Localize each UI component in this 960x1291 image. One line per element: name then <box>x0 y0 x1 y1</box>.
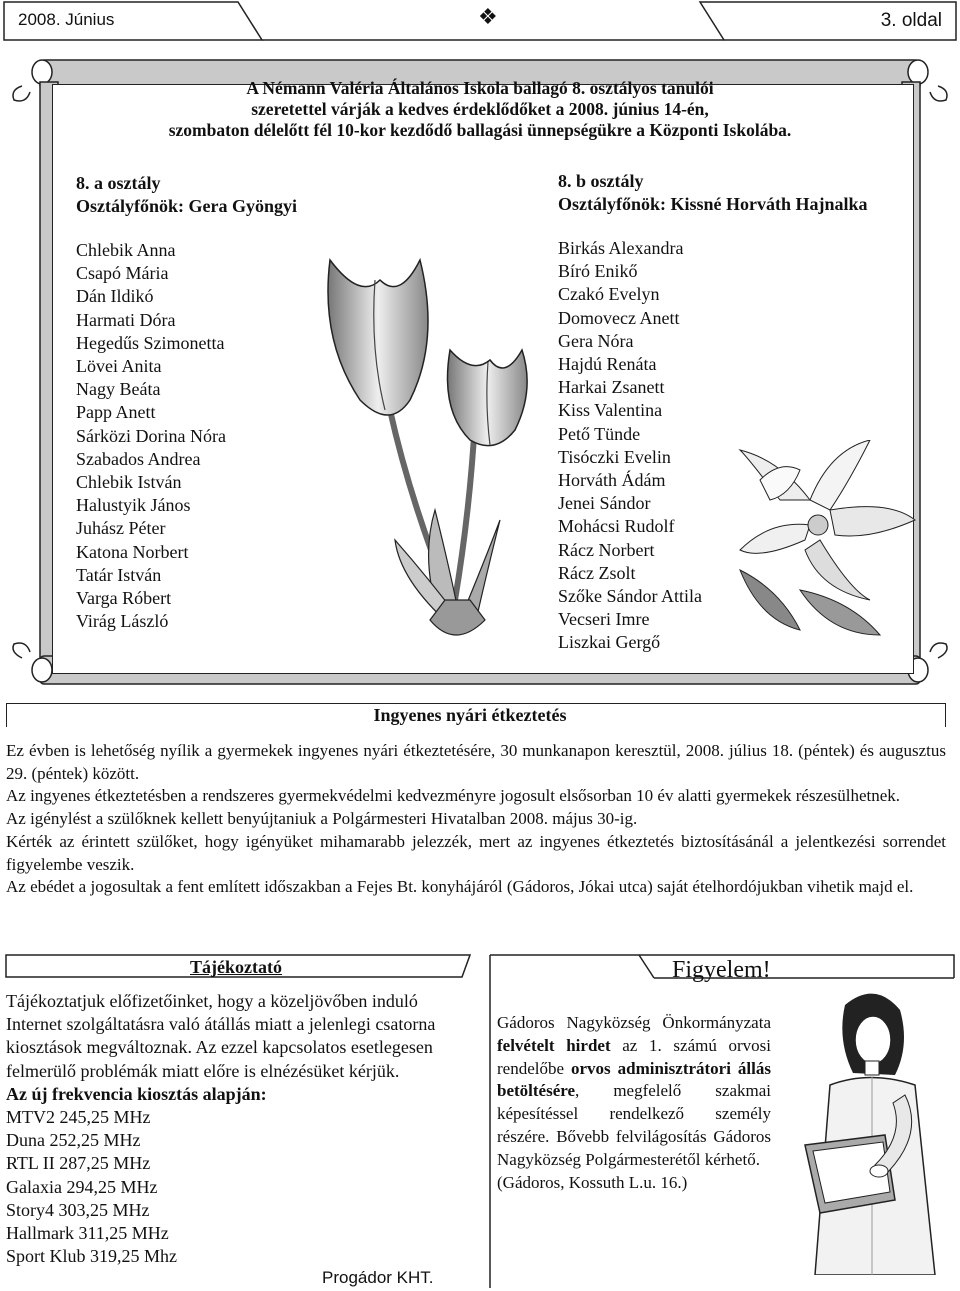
announcement-line: szeretettel várják a kedves érdeklődőket a 2008. június 14-én, <box>251 99 709 119</box>
student-name: Lövei Anita <box>76 356 162 377</box>
notice-bold: orvos adminisztrátori állás betöltésére <box>497 1058 771 1101</box>
student-name: Papp Anett <box>76 402 156 423</box>
student-name: Sárközi Dorina Nóra <box>76 425 226 446</box>
crocus-flower-icon <box>300 240 550 650</box>
student-name: Hegedűs Szimonetta <box>76 332 225 353</box>
student-name: Liszkai Gergő <box>558 632 661 653</box>
info-paragraph: Tájékoztatjuk előfizetőinket, hogy a közeljövőben induló Internet szolgáltatásra való átállás miatt a jelenlegi csatorna kiosztások megváltoznak. Az ezzel kapcsolatos esetlegesen felmerülő problémák miatt előre is elnézésüket kérjük. <box>6 991 436 1081</box>
frequency-item: Hallmark 311,25 MHz <box>6 1223 169 1244</box>
student-name: Bíró Enikő <box>558 261 638 282</box>
lily-flower-icon <box>720 440 920 640</box>
class-b-teacher: Osztályfőnök: Kissné Horváth Hajnalka <box>558 194 868 214</box>
page-number: 3. oldal <box>880 10 942 31</box>
class-b-student-list <box>558 237 702 655</box>
student-name: Katona Norbert <box>76 541 189 562</box>
student-name: Pető Tünde <box>558 423 641 444</box>
page-header <box>0 0 960 42</box>
frequency-item: Sport Klub 319,25 Mhz <box>6 1246 177 1267</box>
student-name: Kiss Valentina <box>558 400 663 421</box>
class-a-title: 8. a osztály <box>76 173 161 193</box>
student-name: Nagy Beáta <box>76 379 161 400</box>
student-name: Hajdú Renáta <box>558 354 657 375</box>
notice-text: az 1. számú orvosi rendelőbe <box>497 1035 771 1078</box>
class-a-student-list <box>76 239 226 633</box>
info-title: Tájékoztató <box>190 957 282 977</box>
class-b-title: 8. b osztály <box>558 171 644 191</box>
meal-paragraph: Kérték az érintett szülőket, hogy igényüket mihamarabb jelezzék, mert az ingyenes étkeztetés biztosításánál a jelentkezési sorrendet figyelembe veszik. <box>6 831 946 874</box>
issue-date: 2008. Június <box>18 10 115 29</box>
meal-title: Ingyenes nyári étkeztetés <box>373 705 567 725</box>
diamond-ornament-icon: ❖ <box>478 4 498 29</box>
student-name: Halustyik János <box>76 495 191 516</box>
info-article <box>6 990 438 1268</box>
student-name: Tisóczki Evelin <box>558 446 671 467</box>
student-name: Horváth Ádám <box>558 470 666 491</box>
student-name: Szabados Andrea <box>76 448 201 469</box>
announcement-line: A Némann Valéria Általános Iskola ballagó 8. osztályos tanulói <box>246 78 714 98</box>
meal-paragraph: Az ingyenes étkeztetésben a rendszeres gyermekvédelmi kedvezményre jogosult elsősorban 10 év alatti gyermekek részesülhetnek. <box>6 786 901 806</box>
frequency-heading: Az új frekvencia kiosztás alapján: <box>6 1083 267 1104</box>
student-name: Vecseri Imre <box>558 609 650 630</box>
meal-article <box>6 740 946 899</box>
student-name: Gera Nóra <box>558 330 634 351</box>
student-name: Virág László <box>76 611 169 632</box>
student-name: Varga Róbert <box>76 588 172 609</box>
frequency-item: Galaxia 294,25 MHz <box>6 1176 158 1197</box>
student-name: Tatár István <box>76 564 162 585</box>
student-name: Chlebik Anna <box>76 240 176 260</box>
student-name: Rácz Norbert <box>558 539 655 560</box>
frequency-item: RTL II 287,25 MHz <box>6 1153 151 1174</box>
student-name: Szőke Sándor Attila <box>558 586 702 607</box>
notice-address: (Gádoros, Kossuth L.u. 16.) <box>497 1172 688 1192</box>
class-b-heading <box>558 170 868 216</box>
student-name: Chlebik István <box>76 472 182 493</box>
nurse-with-clipboard-icon <box>775 985 955 1275</box>
student-name: Csapó Mária <box>76 263 169 284</box>
student-name: Domovecz Anett <box>558 307 680 328</box>
class-a-heading <box>76 172 297 218</box>
notice-title: Figyelem! <box>672 957 771 983</box>
notice-text: Gádoros Nagyközség Önkormányzata <box>497 1013 771 1032</box>
student-name: Birkás Alexandra <box>558 238 684 258</box>
announcement-line: szombaton délelőtt fél 10-kor kezdődő ballagási ünnepségükre a Központi Iskolába. <box>168 120 792 140</box>
student-name: Harkai Zsanett <box>558 377 665 398</box>
signature: Progádor KHT. <box>322 1268 434 1287</box>
student-name: Juhász Péter <box>76 518 166 539</box>
notice-article <box>497 1012 771 1194</box>
student-name: Mohácsi Rudolf <box>558 516 675 537</box>
frequency-item: Story4 303,25 MHz <box>6 1199 150 1220</box>
notice-bold: felvételt hirdet <box>497 1035 611 1055</box>
frequency-list <box>6 1106 438 1268</box>
meal-paragraph: Az igénylést a szülőknek kellett benyújtaniuk a Polgármesteri Hivatalban 2008. május 30-ig. <box>6 809 638 829</box>
class-a-teacher: Osztályfőnök: Gera Gyöngyi <box>76 196 297 216</box>
frequency-item: Duna 252,25 MHz <box>6 1130 141 1151</box>
graduation-announcement <box>60 78 900 141</box>
student-name: Rácz Zsolt <box>558 562 636 583</box>
meal-paragraph: Ez évben is lehetőség nyílik a gyermekek ingyenes nyári étkeztetésére, 30 munkanapon keresztül, 2008. július 18. (péntek) és augusztus 29. (péntek) között. <box>6 741 946 783</box>
student-name: Harmati Dóra <box>76 309 176 330</box>
frequency-item: MTV2 245,25 MHz <box>6 1107 151 1128</box>
student-name: Jenei Sándor <box>558 493 651 514</box>
student-name: Dán Ildikó <box>76 286 154 307</box>
notice-text: , megfelelő szakmai képesítéssel rendelkező személy részére. Bővebb felvilágosítás Gádoros Nagyközség Polgármesterétől kérhető. <box>497 1081 771 1169</box>
meal-paragraph: Az ebédet a jogosultak a fent említett időszakban a Fejes Bt. konyhájáról (Gádoros, Jókai utca) saját ételhordójukban vihetik majd el. <box>6 877 914 897</box>
student-name: Czakó Evelyn <box>558 284 660 305</box>
